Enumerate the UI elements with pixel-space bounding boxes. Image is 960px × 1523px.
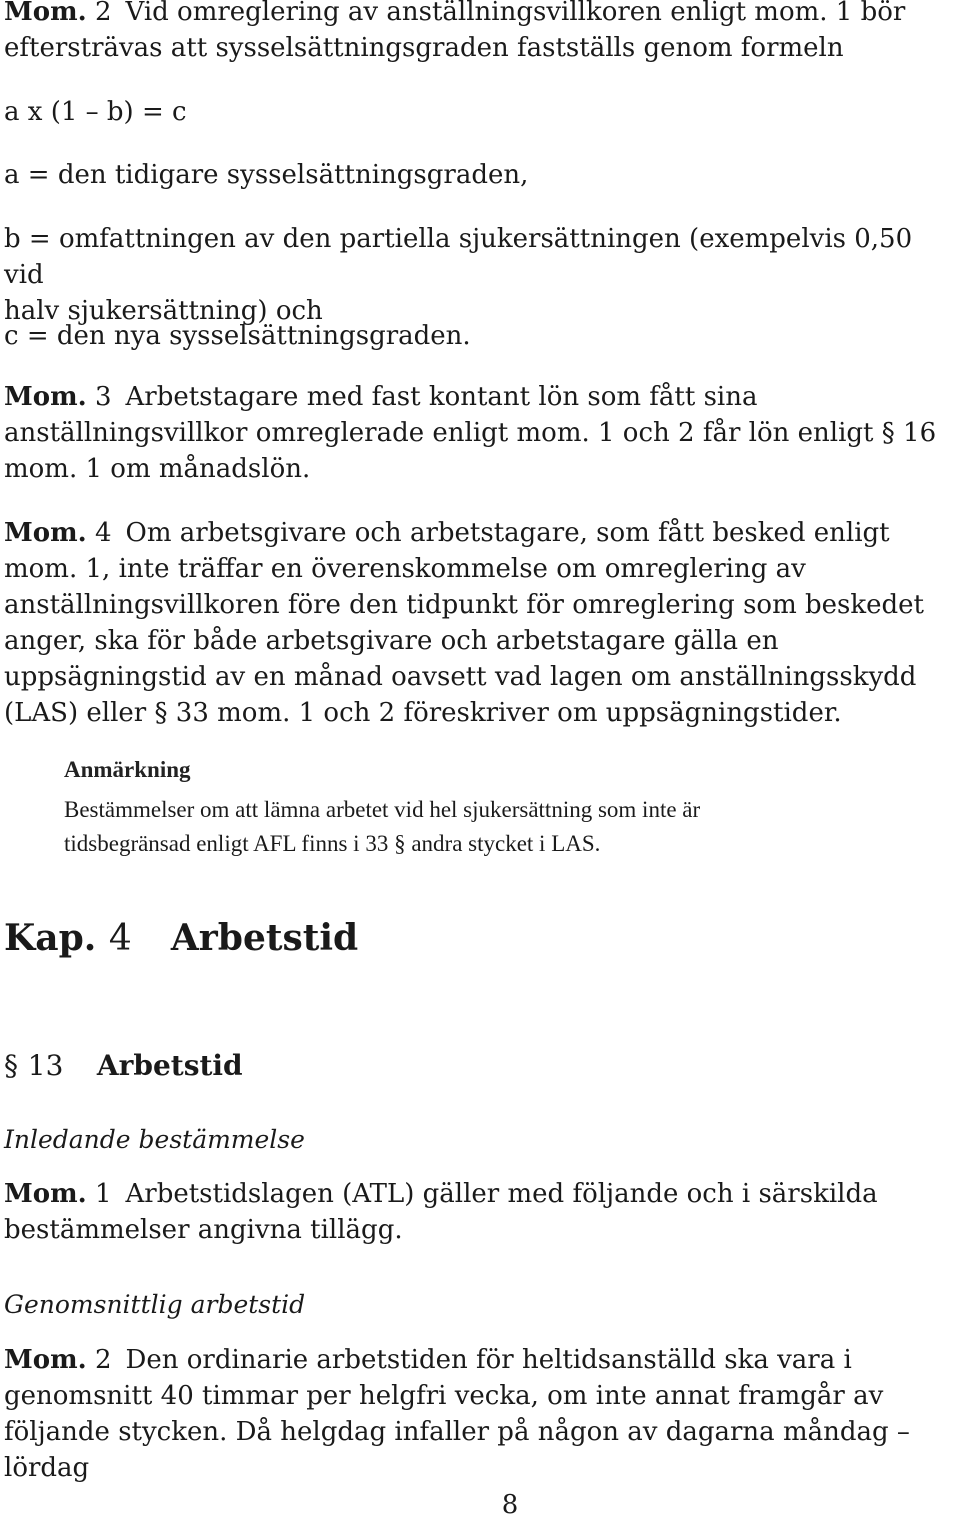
paragraph-line: mom. 1 om månadslön. — [4, 454, 311, 484]
paragraph-text: Om arbetsgivare och arbetstagare, som fått besked enligt — [125, 518, 890, 548]
chapter-number: 4 — [108, 918, 132, 959]
definition-b — [4, 221, 954, 329]
mom-label: Mom. — [4, 0, 87, 27]
mom-number: 1 — [94, 1179, 112, 1209]
formula: a x (1 – b) = c — [4, 97, 187, 127]
paragraph-mom-1 — [4, 1176, 954, 1248]
paragraph-line: uppsägningstid av en månad oavsett vad lagen om anställningsskydd — [4, 662, 917, 692]
paragraph-mom-2-arbetstid — [4, 1342, 954, 1486]
paragraph-line — [4, 515, 954, 551]
subheading: Genomsnittlig arbetstid — [4, 1290, 306, 1319]
chapter-heading — [4, 914, 954, 963]
paragraph-line: genomsnitt 40 timmar per helgfri vecka, om inte annat framgår av — [4, 1381, 884, 1411]
mom-number: 2 — [94, 0, 112, 27]
mom-number: 2 — [94, 1345, 112, 1375]
note-heading: Anmärkning — [64, 757, 191, 782]
section-heading — [4, 1046, 954, 1086]
section-number: 13 — [27, 1049, 64, 1082]
section-sign: § — [154, 698, 168, 728]
paragraph-line: (LAS) eller § 33 mom. 1 och 2 föreskriver om uppsägningstider. — [4, 695, 954, 731]
definition-a: a = den tidigare sysselsättningsgraden, — [4, 160, 529, 190]
page-number: 8 — [501, 1490, 519, 1520]
mom-label: Mom. — [4, 382, 87, 412]
mom-label: Mom. — [4, 518, 87, 548]
paragraph-line: anger, ska för både arbetsgivare och arbetstagare gälla en — [4, 626, 779, 656]
paragraph-line: följande stycken. Då helgdag infaller på någon av dagarna måndag – — [4, 1417, 910, 1447]
mom-number: 4 — [94, 518, 112, 548]
section-sign: § — [881, 418, 895, 448]
paragraph-line — [4, 1342, 954, 1378]
paragraph-line: b = omfattningen av den partiella sjukersättningen (exempelvis 0,50 vid — [4, 224, 913, 290]
note-line: tidsbegränsad enligt AFL finns i 33 § andra stycket i LAS. — [64, 827, 954, 861]
section-sign: § — [394, 831, 406, 856]
paragraph-mom-3 — [4, 379, 954, 487]
paragraph-line: halv sjukersättning) och — [4, 296, 323, 326]
paragraph-line: anställningsvillkoren före den tidpunkt för omreglering som beskedet — [4, 590, 924, 620]
paragraph-line: lördag — [4, 1453, 90, 1483]
paragraph-text: Vid omreglering av anställningsvillkoren enligt mom. 1 bör — [125, 0, 906, 27]
chapter-label: Kap. — [4, 917, 97, 959]
definition-c: c = den nya sysselsättningsgraden. — [4, 321, 471, 351]
note-block — [64, 757, 954, 861]
section-sign: § — [4, 1049, 18, 1082]
paragraph-line: eftersträvas att sysselsättningsgraden fastställs genom formeln — [4, 33, 844, 63]
chapter-title: Arbetstid — [170, 917, 359, 959]
paragraph-line: mom. 1, inte träffar en överenskommelse om omreglering av — [4, 554, 806, 584]
paragraph-text: Den ordinarie arbetstiden för heltidsanställd ska vara i — [125, 1345, 852, 1375]
subheading: Inledande bestämmelse — [4, 1125, 305, 1154]
paragraph-line: bestämmelser angivna tillägg. — [4, 1215, 403, 1245]
paragraph-mom-4 — [4, 515, 954, 731]
mom-number: 3 — [94, 382, 112, 412]
section-title: Arbetstid — [96, 1049, 243, 1082]
paragraph-text: Arbetstidslagen (ATL) gäller med följande och i särskilda — [125, 1179, 878, 1209]
paragraph-line — [4, 1176, 954, 1212]
paragraph-mom-2 — [4, 0, 954, 66]
paragraph-line — [4, 379, 954, 415]
paragraph-line: anställningsvillkor omreglerade enligt mom. 1 och 2 får lön enligt § 16 — [4, 415, 954, 451]
paragraph-text: Arbetstagare med fast kontant lön som fått sina — [125, 382, 758, 412]
mom-label: Mom. — [4, 1179, 87, 1209]
note-line: Bestämmelser om att lämna arbetet vid hel sjukersättning som inte är — [64, 797, 701, 822]
paragraph-line — [4, 0, 954, 30]
mom-label: Mom. — [4, 1345, 87, 1375]
